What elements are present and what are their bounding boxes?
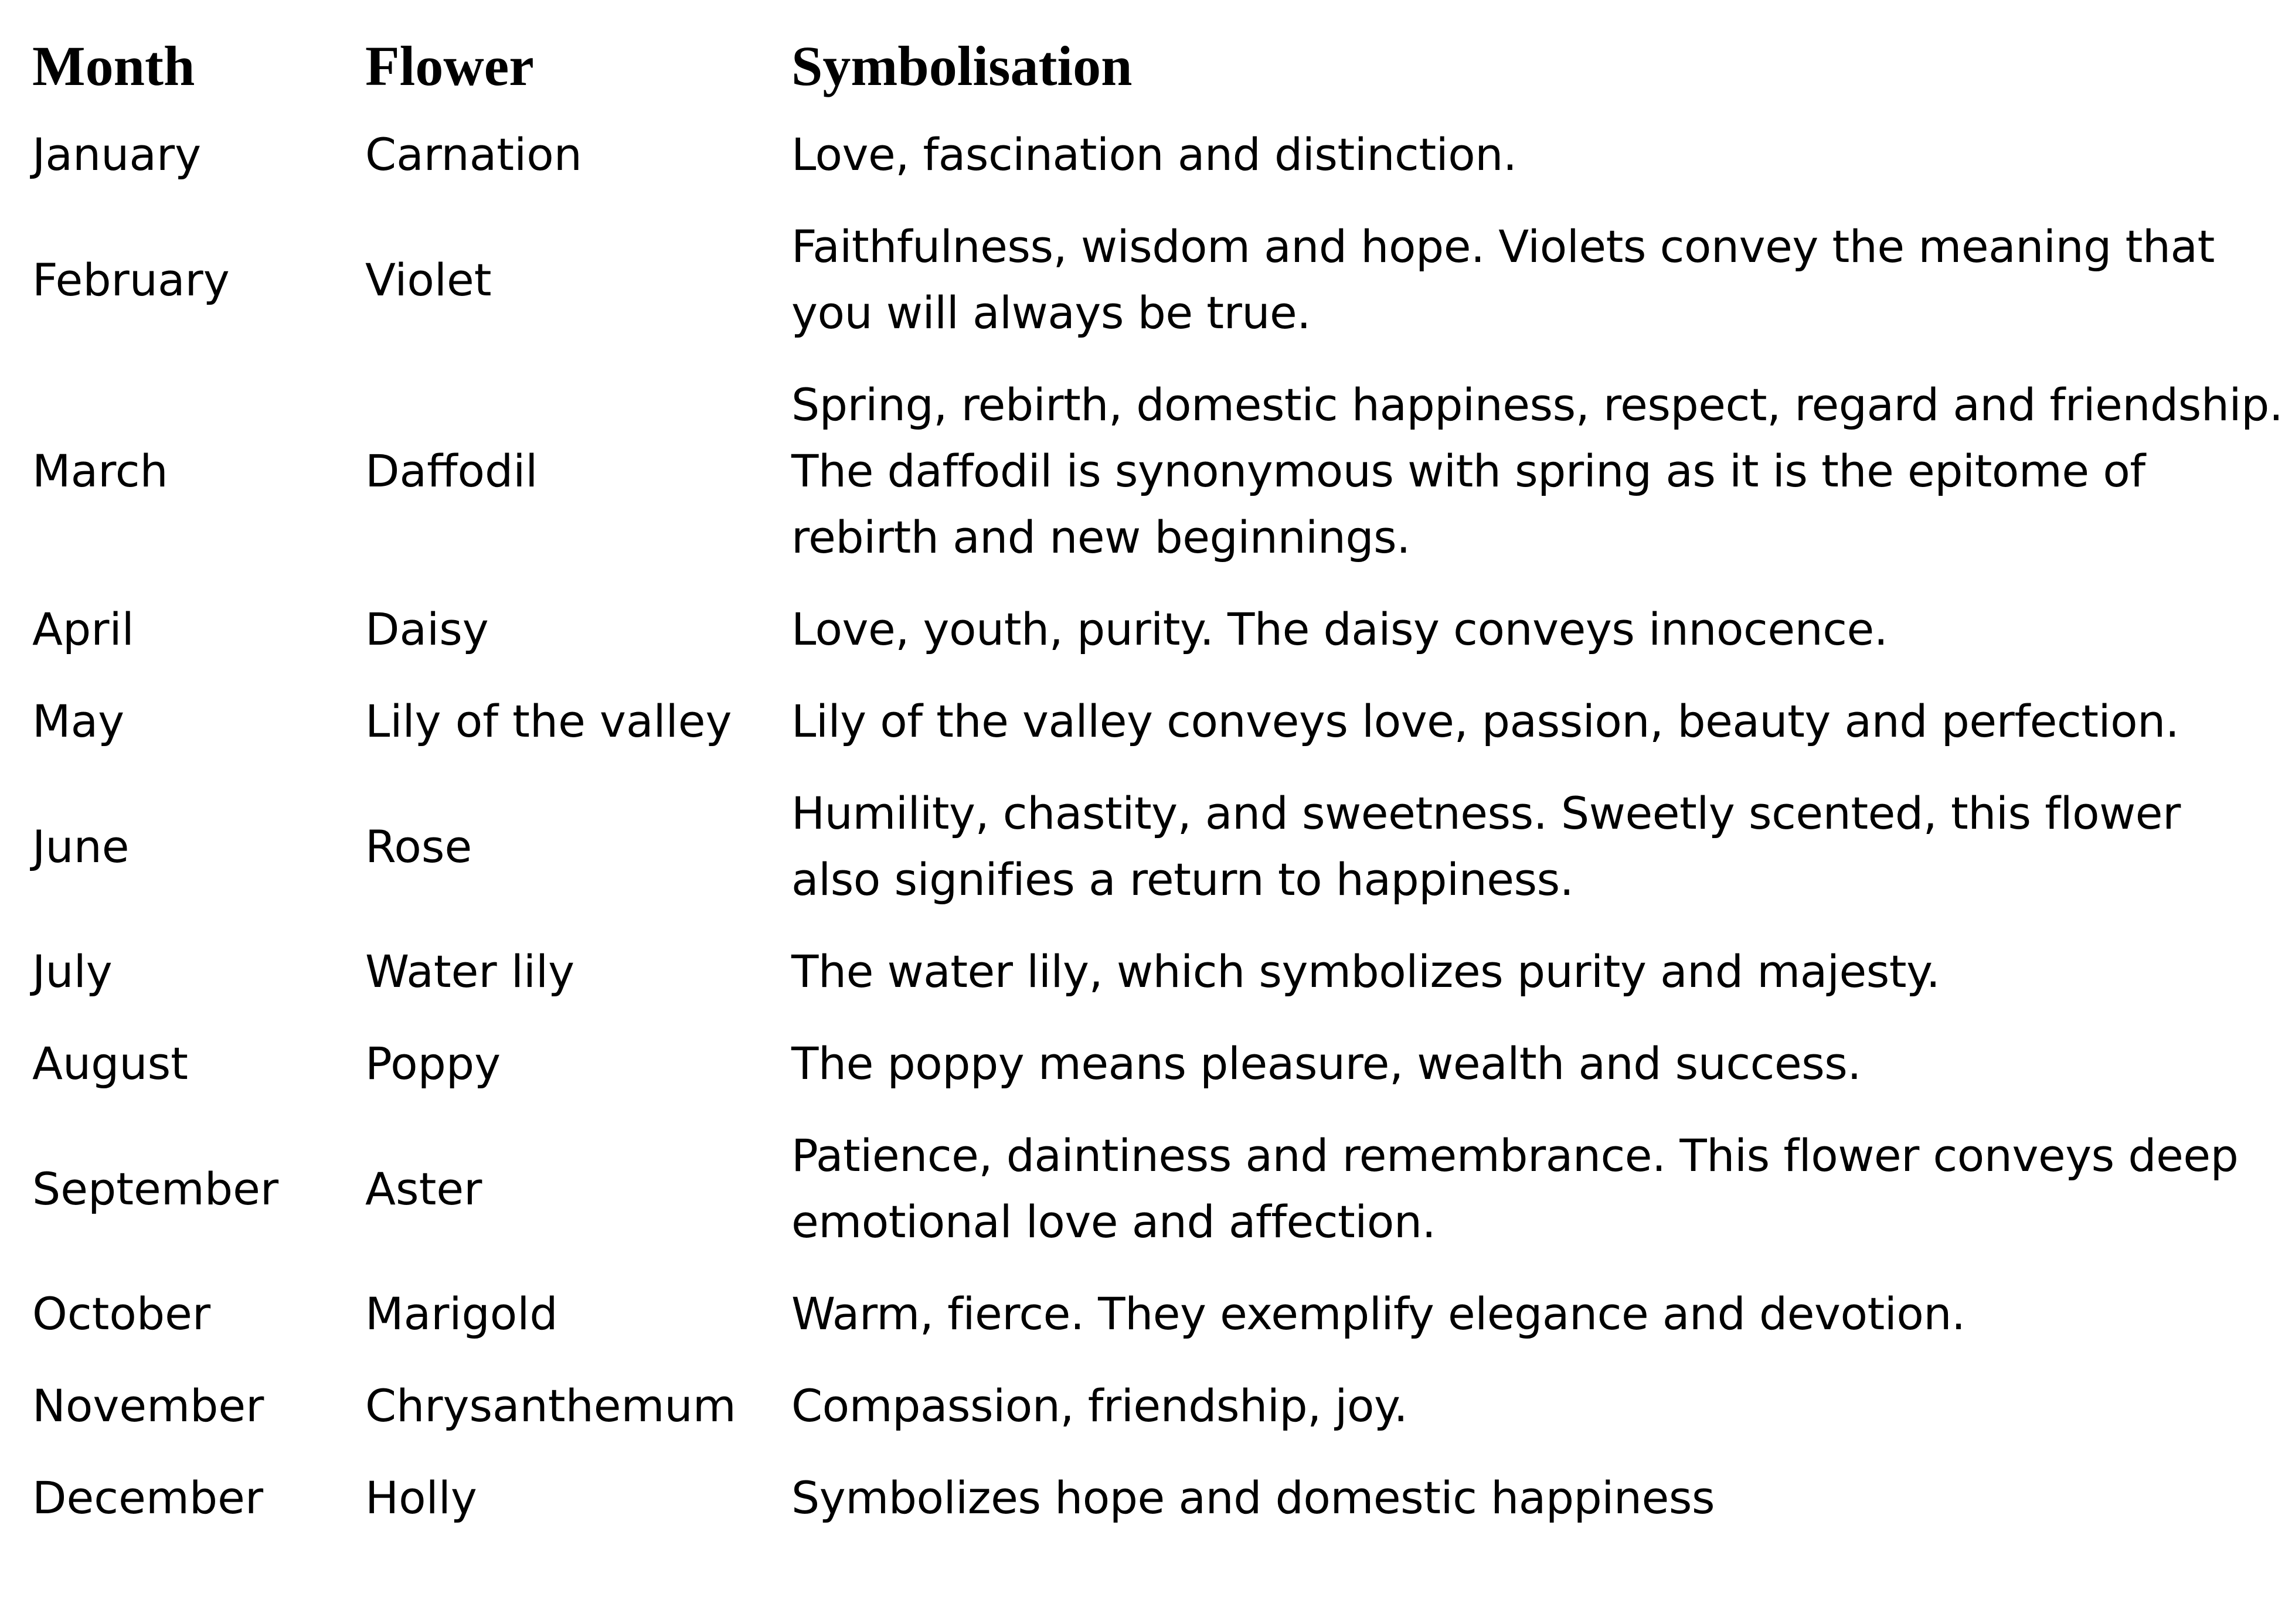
symbolisation-cell: Warm, fierce. They exemplify elegance and devotion. (791, 1288, 1965, 1340)
symbolisation-cell: Faithfulness, wisdom and hope. Violets convey the meaning that you will always be true. (791, 220, 2215, 339)
month-cell: May (32, 695, 125, 747)
header-symbolisation: Symbolisation (791, 34, 1133, 97)
header-month: Month (32, 34, 195, 97)
flower-cell: Marigold (365, 1288, 558, 1340)
table-row (32, 359, 2283, 583)
flower-cell: Aster (365, 1162, 482, 1215)
symbolisation-cell: Spring, rebirth, domestic happiness, respect, regard and friendship. The daffodil is synonymous with spring as it is the epitome of rebirth and new beginnings. (791, 379, 2283, 563)
month-cell: July (32, 945, 113, 997)
table-row (32, 108, 2283, 200)
symbolisation-cell: Compassion, friendship, joy. (791, 1380, 1408, 1432)
symbolisation-cell: Symbolizes hope and domestic happiness (791, 1472, 1715, 1524)
month-cell: March (32, 445, 168, 497)
table-row (32, 1268, 2283, 1360)
month-cell: June (32, 820, 130, 873)
table-row (32, 200, 2283, 359)
flower-cell: Rose (365, 820, 472, 873)
symbolisation-cell: Love, youth, purity. The daisy conveys innocence. (791, 603, 1888, 655)
month-cell: January (32, 128, 202, 181)
table-row (32, 925, 2283, 1017)
flower-cell: Violet (365, 253, 492, 306)
table-row (32, 1360, 2283, 1452)
table-row (32, 1109, 2283, 1268)
flower-cell: Lily of the valley (365, 695, 732, 747)
month-cell: August (32, 1037, 188, 1090)
month-cell: December (32, 1472, 264, 1524)
symbolisation-cell: Patience, daintiness and remembrance. This flower conveys deep emotional love and affection. (791, 1129, 2239, 1248)
flower-cell: Carnation (365, 128, 582, 181)
header-row (32, 23, 2283, 108)
flower-cell: Water lily (365, 945, 575, 997)
document (32, 23, 2283, 1544)
month-cell: February (32, 253, 230, 306)
flower-cell: Holly (365, 1472, 477, 1524)
month-cell: April (32, 603, 134, 655)
header-flower: Flower (365, 34, 534, 97)
symbolisation-cell: Love, fascination and distinction. (791, 128, 1517, 181)
flower-cell: Poppy (365, 1037, 501, 1090)
month-cell: September (32, 1162, 279, 1215)
month-cell: November (32, 1380, 264, 1432)
month-cell: October (32, 1288, 211, 1340)
birth-flower-table (32, 23, 2283, 1544)
table-row (32, 1017, 2283, 1109)
flower-cell: Daisy (365, 603, 489, 655)
flower-cell: Daffodil (365, 445, 538, 497)
symbolisation-cell: Humility, chastity, and sweetness. Sweetly scented, this flower also signifies a return to happiness. (791, 787, 2181, 905)
table-row (32, 767, 2283, 925)
symbolisation-cell: The poppy means pleasure, wealth and success. (791, 1037, 1862, 1090)
symbolisation-cell: Lily of the valley conveys love, passion, beauty and perfection. (791, 695, 2179, 747)
table-row (32, 675, 2283, 767)
table-row (32, 583, 2283, 675)
symbolisation-cell: The water lily, which symbolizes purity and majesty. (791, 945, 1940, 997)
table-row (32, 1452, 2283, 1544)
flower-cell: Chrysanthemum (365, 1380, 736, 1432)
